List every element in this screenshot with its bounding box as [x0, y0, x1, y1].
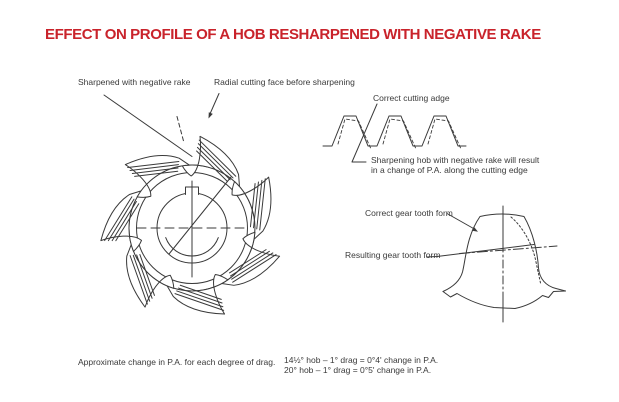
label-sharpened-negative-rake: Sharpened with negative rake: [78, 77, 191, 87]
label-correct-gear-tooth-form: Correct gear tooth form: [365, 208, 453, 218]
caption-hob-20-rule: 20° hob – 1° drag = 0°5' change in P.A.: [284, 365, 432, 375]
figure-title: EFFECT ON PROFILE OF A HOB RESHARPENED WITH NEGATIVE RAKE: [45, 26, 541, 43]
gear-tooth-illustration: [427, 206, 566, 322]
caption-approximate-change: Approximate change in P.A. for each degree of drag.: [78, 357, 276, 367]
note-sharpening-result-line2: in a change of P.A. along the cutting edge: [371, 165, 528, 175]
hob-illustration: [101, 94, 290, 324]
label-resulting-gear-tooth-form: Resulting gear tooth form: [345, 250, 441, 260]
label-correct-cutting-edge: Correct cutting adge: [373, 93, 450, 103]
caption-hob-14-rule: 14½° hob – 1° drag = 0°4' change in P.A.: [284, 355, 439, 365]
note-sharpening-result-line1: Sharpening hob with negative rake will result: [371, 155, 540, 165]
tooth-profile-illustration: [323, 104, 466, 162]
label-radial-cutting-face: Radial cutting face before sharpening: [214, 77, 355, 87]
